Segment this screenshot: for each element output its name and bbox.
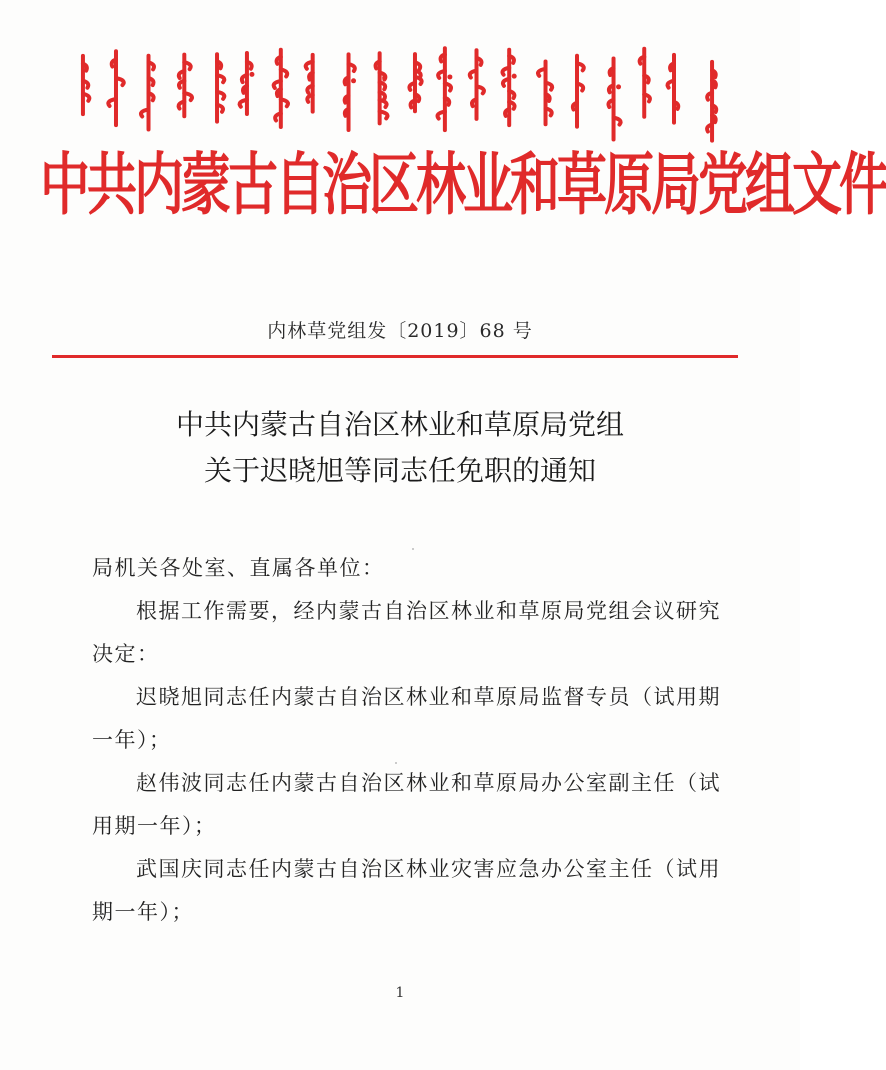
- mongol-glyph-dot: [249, 72, 254, 77]
- salutation: 局机关各处室、直属各单位：: [92, 556, 385, 580]
- notice-body: [92, 547, 722, 934]
- red-divider-line: [52, 355, 738, 358]
- page-number: 1: [395, 985, 405, 1001]
- scan-speck: [412, 548, 414, 550]
- scan-speck: [395, 762, 397, 764]
- mongolian-script-masthead: [70, 40, 730, 135]
- mongol-glyph-dot: [616, 84, 621, 89]
- paragraph-appointment-1: 迟晓旭同志任内蒙古自治区林业和草原局监督专员（试用期一年）；: [92, 685, 721, 752]
- mongol-glyph-dot: [447, 74, 452, 79]
- document-number: 内林草党组发〔2019〕68 号: [267, 320, 533, 342]
- mongol-glyph-dot: [351, 78, 356, 83]
- paragraph-appointment-3: 武国庆同志任内蒙古自治区林业灾害应急办公室主任（试用期一年）；: [92, 857, 721, 924]
- mongol-glyph-dot: [382, 75, 387, 80]
- notice-title: [0, 402, 800, 494]
- title-line-1: 中共内蒙古自治区林业和草原局党组: [175, 408, 624, 441]
- mongolian-script-graphic: [70, 40, 730, 135]
- title-line-2: 关于迟晓旭等同志任免职的通知: [203, 454, 596, 487]
- mongol-glyph-dot: [512, 74, 517, 79]
- red-masthead-title: [40, 140, 886, 230]
- masthead-text: 中共内蒙古自治区林业和草原局党组文件: [40, 145, 886, 225]
- paragraph-appointment-2: 赵伟波同志任内蒙古自治区林业和草原局办公室副主任（试用期一年）；: [92, 771, 721, 838]
- paragraph-decision: 根据工作需要，经内蒙古自治区林业和草原局党组会议研究决定：: [92, 599, 721, 666]
